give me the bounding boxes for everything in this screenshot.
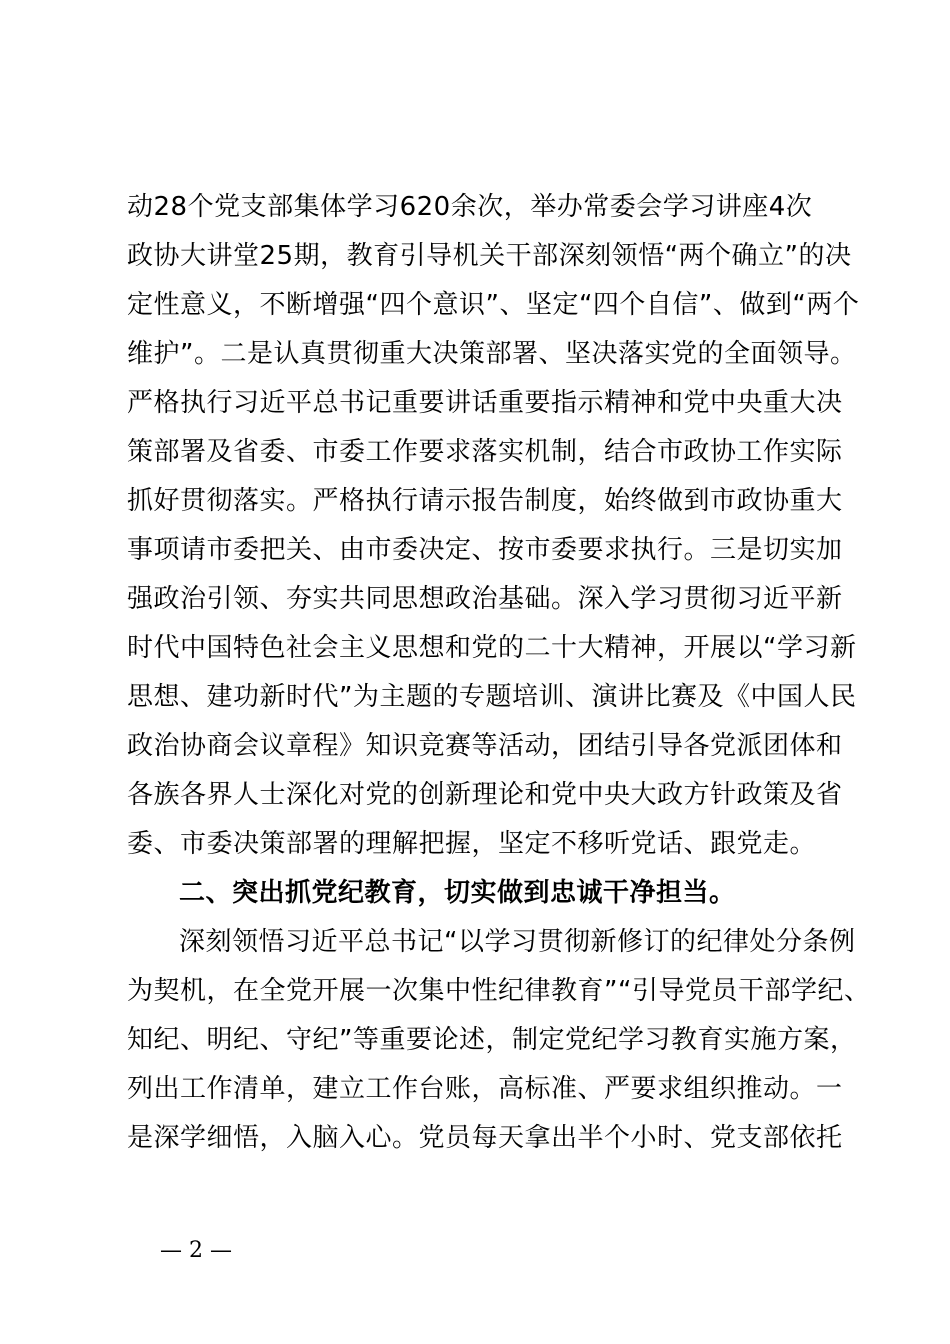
section-heading: 二、突出抓党纪教育，切实做到忠诚干净担当。 [179,878,736,908]
text-line: 深刻领悟习近平总书记“以学习贯彻新修订的纪律处分条例 [179,927,856,957]
text-line: 列出工作清单，建立工作台账，高标准、严要求组织推动。一 [127,1074,843,1104]
text-line: 委、市委决策部署的理解把握，坚定不移听党话、跟党走。 [127,829,817,859]
body-text [127,183,871,1163]
text-line: 抓好贯彻落实。严格执行请示报告制度，始终做到市政协重大 [127,486,843,516]
text-line: 各族各界人士深化对党的创新理论和党中央大政方针政策及省 [127,780,843,810]
text-line: 事项请市委把关、由市委决定、按市委要求执行。三是切实加 [127,535,843,565]
text-line: 知纪、明纪、守纪”等重要论述，制定党纪学习教育实施方案， [127,1025,857,1055]
text-line: 是深学细悟，入脑入心。党员每天拿出半个小时、党支部依托 [127,1123,843,1153]
text-line: 定性意义，不断增强“四个意识”、坚定“四个自信”、做到“两个 [127,290,860,320]
text-line: 强政治引领、夯实共同思想政治基础。深入学习贯彻习近平新 [127,584,843,614]
text-line: 时代中国特色社会主义思想和党的二十大精神，开展以“学习新 [127,633,857,663]
text-line: 严格执行习近平总书记重要讲话重要指示精神和党中央重大决 [127,388,843,418]
text-line: 政治协商会议章程》知识竞赛等活动，团结引导各党派团体和 [127,731,843,761]
text-line: 维护”。二是认真贯彻重大决策部署、坚决落实党的全面领导。 [127,339,857,369]
text-line: 政协大讲堂25期，教育引导机关干部深刻领悟“两个确立”的决 [127,241,852,271]
text-line: 思想、建功新时代”为主题的专题培训、演讲比赛及《中国人民 [127,682,857,712]
page-number: — 2 — [160,1238,232,1263]
text-line: 动28个党支部集体学习620余次，举办常委会学习讲座4次 [127,192,813,222]
text-line: 为契机，在全党开展一次集中性纪律教育”“引导党员干部学纪、 [127,976,871,1006]
text-line: 策部署及省委、市委工作要求落实机制，结合市政协工作实际 [127,437,843,467]
